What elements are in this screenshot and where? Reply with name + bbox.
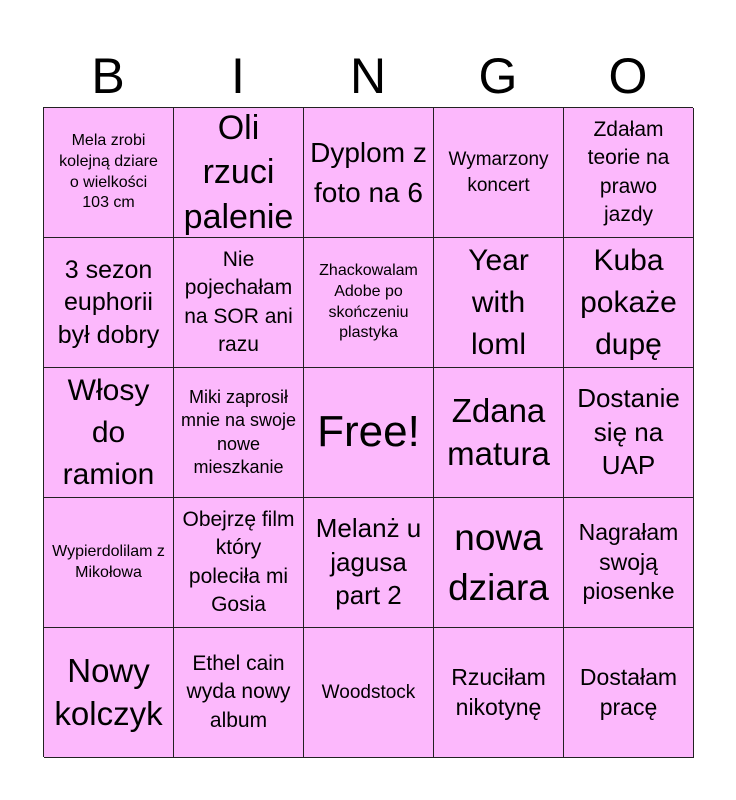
bingo-cell-r3c2[interactable]: Miki zaprosił mnie na swoje nowe mieszkanie	[174, 368, 304, 498]
bingo-cell-r5c5[interactable]: Dostałam pracę	[564, 628, 694, 758]
bingo-grid	[43, 107, 693, 757]
header-letter-o: O	[608, 48, 648, 104]
bingo-cell-r1c5[interactable]: Zdałam teorie na prawo jazdy	[564, 108, 694, 238]
bingo-cell-free[interactable]: Free!	[304, 368, 434, 498]
bingo-cell-r4c4[interactable]: nowa dziara	[434, 498, 564, 628]
bingo-cell-r4c1[interactable]: Wypierdolilam z Mikołowa	[44, 498, 174, 628]
bingo-cell-r3c1[interactable]: Włosy do ramion	[44, 368, 174, 498]
bingo-cell-r2c5[interactable]: Kuba pokaże dupę	[564, 238, 694, 368]
bingo-cell-r1c1[interactable]: Mela zrobi kolejną dziare o wielkości 103 cm	[44, 108, 174, 238]
header-letter-n: N	[349, 48, 387, 104]
bingo-cell-r2c2[interactable]: Nie pojechałam na SOR ani razu	[174, 238, 304, 368]
bingo-header	[43, 46, 693, 106]
header-letter-b: B	[91, 48, 125, 104]
bingo-cell-r1c4[interactable]: Wymarzony koncert	[434, 108, 564, 238]
bingo-cell-r5c2[interactable]: Ethel cain wyda nowy album	[174, 628, 304, 758]
bingo-cell-r4c3[interactable]: Melanż u jagusa part 2	[304, 498, 434, 628]
bingo-cell-r4c2[interactable]: Obejrzę film który poleciła mi Gosia	[174, 498, 304, 628]
bingo-cell-r2c4[interactable]: Year with loml	[434, 238, 564, 368]
bingo-cell-r2c3[interactable]: Zhackowalam Adobe po skończeniu plastyka	[304, 238, 434, 368]
bingo-cell-r5c1[interactable]: Nowy kolczyk	[44, 628, 174, 758]
bingo-cell-r4c5[interactable]: Nagrałam swoją piosenke	[564, 498, 694, 628]
header-letter-g: G	[478, 48, 518, 104]
bingo-cell-r1c3[interactable]: Dyplom z foto na 6	[304, 108, 434, 238]
bingo-cell-r5c4[interactable]: Rzuciłam nikotynę	[434, 628, 564, 758]
bingo-cell-r1c2[interactable]: Oli rzuci palenie	[174, 108, 304, 238]
header-letter-i: I	[231, 48, 245, 104]
bingo-cell-r5c3[interactable]: Woodstock	[304, 628, 434, 758]
bingo-cell-r3c4[interactable]: Zdana matura	[434, 368, 564, 498]
bingo-cell-r3c5[interactable]: Dostanie się na UAP	[564, 368, 694, 498]
bingo-cell-r2c1[interactable]: 3 sezon euphorii był dobry	[44, 238, 174, 368]
